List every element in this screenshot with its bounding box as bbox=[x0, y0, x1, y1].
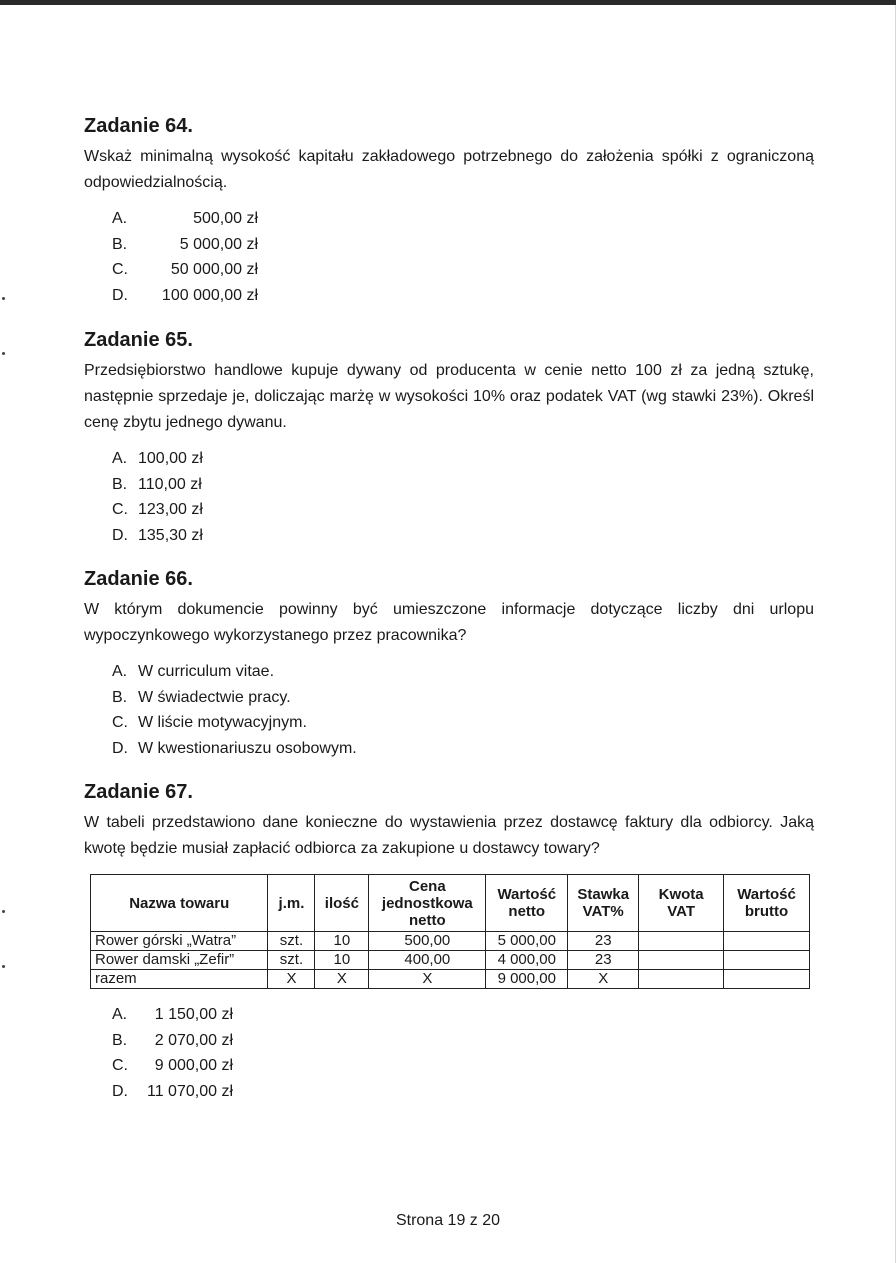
answer-options bbox=[84, 1002, 814, 1104]
table-row bbox=[91, 932, 810, 951]
answer-options bbox=[84, 659, 814, 761]
option-letter: C. bbox=[112, 1057, 128, 1074]
option-letter: D. bbox=[112, 286, 128, 304]
option-letter: A. bbox=[112, 663, 128, 680]
answer-option-d[interactable] bbox=[112, 1079, 814, 1105]
column-header: Wartość brutto bbox=[724, 875, 810, 932]
option-text: 1 150,00 zł bbox=[154, 1006, 233, 1023]
answer-option-b[interactable] bbox=[112, 232, 814, 258]
table-cell: 400,00 bbox=[369, 951, 486, 970]
table-cell bbox=[724, 932, 810, 951]
table-cell: 10 bbox=[315, 951, 369, 970]
task-question: W tabeli przedstawiono dane konieczne do wystawienia przez dostawcę faktury dla odbiorcy. Jaką kwotę będzie musiał zapłacić odbiorca za zakupione u dostawcy towary? bbox=[84, 814, 814, 857]
table-cell: 10 bbox=[315, 932, 369, 951]
option-text: 123,00 zł bbox=[138, 501, 203, 518]
column-header: Nazwa towaru bbox=[91, 875, 268, 932]
table-cell: 23 bbox=[568, 932, 639, 951]
answer-option-c[interactable] bbox=[112, 710, 814, 736]
option-letter: D. bbox=[112, 739, 128, 757]
answer-option-a[interactable] bbox=[112, 206, 814, 232]
option-text: W liście motywacyjnym. bbox=[138, 714, 307, 731]
table-cell bbox=[724, 951, 810, 970]
option-letter: A. bbox=[112, 210, 128, 227]
option-letter: B. bbox=[112, 688, 128, 706]
table-cell: X bbox=[568, 970, 639, 989]
table-cell: 5 000,00 bbox=[486, 932, 568, 951]
task-question: Wskaż minimalną wysokość kapitału zakładowego potrzebnego do założenia spółki z ograniczoną odpowiedzialnością. bbox=[84, 148, 814, 191]
column-header: Wartość netto bbox=[486, 875, 568, 932]
table-cell: 23 bbox=[568, 951, 639, 970]
table-header-row bbox=[91, 875, 810, 932]
task-question: Przedsiębiorstwo handlowe kupuje dywany od producenta w cenie netto 100 zł za jedną sztukę, następnie sprzedaje je, doliczając marżę w wysokości 10% oraz podatek VAT (wg stawki 23%). Określ cenę zbytu jednego dywanu. bbox=[84, 362, 814, 431]
answer-option-b[interactable] bbox=[112, 472, 814, 498]
answer-option-d[interactable] bbox=[112, 736, 814, 762]
column-header: ilość bbox=[315, 875, 369, 932]
answer-option-c[interactable] bbox=[112, 257, 814, 283]
table-cell bbox=[639, 970, 724, 989]
answer-options bbox=[84, 446, 814, 548]
punch-mark bbox=[2, 910, 5, 913]
scan-top-border bbox=[0, 0, 896, 5]
answer-options bbox=[84, 206, 814, 308]
table-cell: X bbox=[268, 970, 315, 989]
task-question: W którym dokumencie powinny być umieszczone informacje dotyczące liczby dni urlopu wypoczynkowego wykorzystanego przez pracownika? bbox=[84, 601, 814, 644]
table-cell: razem bbox=[91, 970, 268, 989]
option-text: 11 070,00 zł bbox=[147, 1082, 233, 1100]
page-number: Strona 19 z 20 bbox=[395, 1212, 501, 1229]
task-65 bbox=[84, 328, 814, 548]
task-title: Zadanie 67. bbox=[84, 781, 193, 803]
option-text: 135,30 zł bbox=[138, 526, 203, 544]
task-64 bbox=[84, 114, 814, 308]
table-cell bbox=[639, 932, 724, 951]
table-cell bbox=[639, 951, 724, 970]
option-letter: B. bbox=[112, 1031, 128, 1049]
table-cell: szt. bbox=[268, 951, 315, 970]
table-cell: Rower damski „Zefir” bbox=[91, 951, 268, 970]
table-cell: X bbox=[315, 970, 369, 989]
invoice-table bbox=[90, 874, 810, 989]
answer-option-c[interactable] bbox=[112, 1053, 814, 1079]
answer-option-a[interactable] bbox=[112, 1002, 814, 1028]
option-letter: C. bbox=[112, 261, 128, 278]
answer-option-b[interactable] bbox=[112, 1028, 814, 1054]
answer-option-d[interactable] bbox=[112, 523, 814, 549]
column-header: j.m. bbox=[268, 875, 315, 932]
option-text: W świadectwie pracy. bbox=[138, 688, 291, 706]
table-cell bbox=[724, 970, 810, 989]
option-letter: A. bbox=[112, 450, 128, 467]
task-title: Zadanie 65. bbox=[84, 329, 193, 351]
table-cell: 500,00 bbox=[369, 932, 486, 951]
option-text: 500,00 zł bbox=[193, 210, 258, 227]
option-text: 100,00 zł bbox=[138, 450, 203, 467]
option-letter: C. bbox=[112, 714, 128, 731]
table-cell: Rower górski „Watra” bbox=[91, 932, 268, 951]
answer-option-d[interactable] bbox=[112, 283, 814, 309]
table-cell: szt. bbox=[268, 932, 315, 951]
table-cell: 4 000,00 bbox=[486, 951, 568, 970]
punch-mark bbox=[2, 352, 5, 355]
punch-mark bbox=[2, 965, 5, 968]
option-text: 9 000,00 zł bbox=[154, 1057, 233, 1074]
table-cell: X bbox=[369, 970, 486, 989]
answer-option-c[interactable] bbox=[112, 497, 814, 523]
column-header: Kwota VAT bbox=[639, 875, 724, 932]
option-text: 5 000,00 zł bbox=[179, 235, 258, 253]
table-cell: 9 000,00 bbox=[486, 970, 568, 989]
option-text: 50 000,00 zł bbox=[170, 261, 258, 278]
option-letter: C. bbox=[112, 501, 128, 518]
option-text: W kwestionariuszu osobowym. bbox=[138, 739, 357, 757]
table-row-total bbox=[91, 970, 810, 989]
task-66 bbox=[84, 567, 814, 761]
option-text: 110,00 zł bbox=[138, 475, 202, 493]
option-letter: D. bbox=[112, 1082, 128, 1100]
answer-option-b[interactable] bbox=[112, 685, 814, 711]
option-text: 100 000,00 zł bbox=[161, 286, 258, 304]
task-title: Zadanie 64. bbox=[84, 115, 193, 137]
column-header: Cena jednostkowa netto bbox=[369, 875, 486, 932]
column-header: Stawka VAT% bbox=[568, 875, 639, 932]
answer-option-a[interactable] bbox=[112, 446, 814, 472]
answer-option-a[interactable] bbox=[112, 659, 814, 685]
task-67 bbox=[84, 780, 814, 862]
option-text: 2 070,00 zł bbox=[154, 1031, 233, 1049]
option-text: W curriculum vitae. bbox=[138, 663, 275, 680]
task-67-answers bbox=[84, 996, 814, 1104]
task-title: Zadanie 66. bbox=[84, 568, 193, 590]
option-letter: B. bbox=[112, 475, 128, 493]
punch-mark bbox=[2, 297, 5, 300]
option-letter: D. bbox=[112, 526, 128, 544]
option-letter: A. bbox=[112, 1006, 128, 1023]
table-row bbox=[91, 951, 810, 970]
option-letter: B. bbox=[112, 235, 128, 253]
